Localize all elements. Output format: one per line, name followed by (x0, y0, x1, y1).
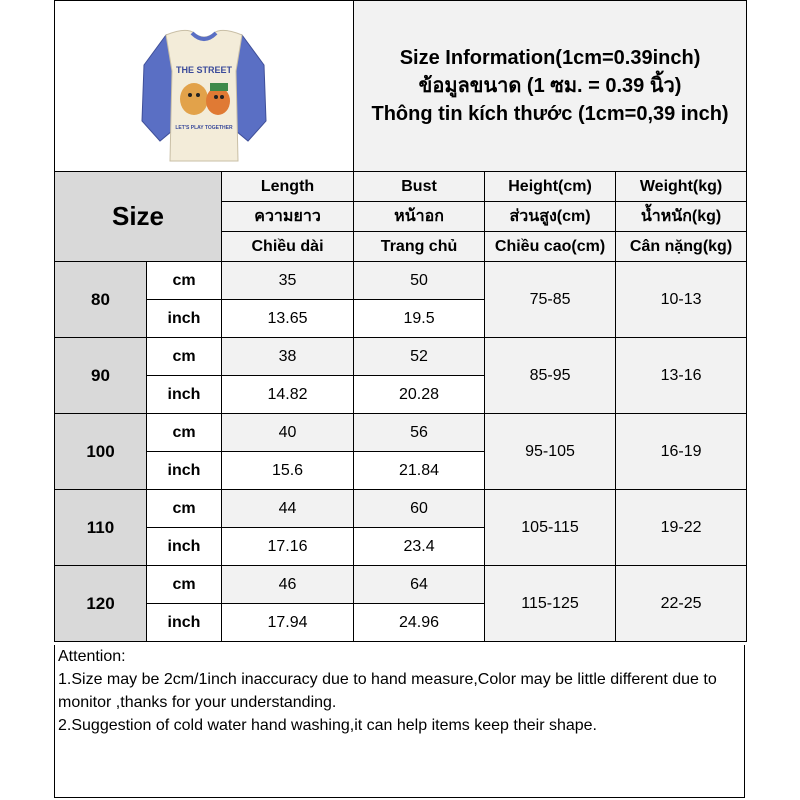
size-row-cm (55, 490, 747, 528)
bust-inch: 21.84 (354, 452, 485, 490)
header-line-th: ข้อมูลขนาด (1 ซม. = 0.39 นิ้ว) (418, 75, 682, 97)
col-bust-en: Bust (354, 172, 485, 202)
length-cm: 40 (222, 414, 354, 452)
weight-range: 19-22 (616, 490, 747, 566)
col-length-th: ความยาว (222, 202, 354, 232)
height-range: 115-125 (485, 566, 616, 642)
length-cm: 44 (222, 490, 354, 528)
height-range: 95-105 (485, 414, 616, 490)
weight-range: 22-25 (616, 566, 747, 642)
product-image-cell (55, 1, 354, 172)
length-inch: 17.94 (222, 604, 354, 642)
col-length-en: Length (222, 172, 354, 202)
bust-inch: 19.5 (354, 300, 485, 338)
height-range: 105-115 (485, 490, 616, 566)
notes-item-2: 2.Suggestion of cold water hand washing,it can help items keep their shape. (58, 717, 597, 734)
unit-inch: inch (147, 528, 222, 566)
length-inch: 15.6 (222, 452, 354, 490)
unit-inch: inch (147, 604, 222, 642)
size-row-cm (55, 566, 747, 604)
col-weight-th: น้ำหนัก(kg) (616, 202, 747, 232)
size-row-cm (55, 338, 747, 376)
length-inch: 14.82 (222, 376, 354, 414)
size-row-cm (55, 414, 747, 452)
unit-inch: inch (147, 300, 222, 338)
notes-item-1: 1.Size may be 2cm/1inch inaccuracy due to hand measure,Color may be little different due to monitor ,thanks for your understanding. (58, 671, 717, 711)
height-range: 85-95 (485, 338, 616, 414)
height-range: 75-85 (485, 262, 616, 338)
size-value: 120 (55, 566, 147, 642)
shirt-print-bottom: LET'S PLAY TOGETHER (175, 125, 233, 131)
bust-inch: 24.96 (354, 604, 485, 642)
size-value: 110 (55, 490, 147, 566)
unit-cm: cm (147, 338, 222, 376)
bust-cm: 52 (354, 338, 485, 376)
size-value: 90 (55, 338, 147, 414)
col-bust-vi: Trang chủ (354, 232, 485, 262)
notes-title: Attention: (58, 648, 126, 665)
length-cm: 38 (222, 338, 354, 376)
length-inch: 13.65 (222, 300, 354, 338)
shirt-print-top: THE STREET (176, 65, 233, 75)
size-chart-table (54, 0, 747, 642)
size-value: 100 (55, 414, 147, 490)
attention-notes (54, 645, 745, 798)
unit-inch: inch (147, 452, 222, 490)
length-cm: 46 (222, 566, 354, 604)
col-weight-en: Weight(kg) (616, 172, 747, 202)
col-height-th: ส่วนสูง(cm) (485, 202, 616, 232)
size-label: Size (55, 172, 222, 262)
unit-cm: cm (147, 414, 222, 452)
bust-cm: 64 (354, 566, 485, 604)
col-length-vi: Chiều dài (222, 232, 354, 262)
col-height-en: Height(cm) (485, 172, 616, 202)
weight-range: 16-19 (616, 414, 747, 490)
length-inch: 17.16 (222, 528, 354, 566)
bust-inch: 23.4 (354, 528, 485, 566)
unit-cm: cm (147, 566, 222, 604)
size-row-cm (55, 262, 747, 300)
weight-range: 13-16 (616, 338, 747, 414)
col-height-vi: Chiều cao(cm) (485, 232, 616, 262)
unit-inch: inch (147, 376, 222, 414)
col-weight-vi: Cân nặng(kg) (616, 232, 747, 262)
unit-cm: cm (147, 262, 222, 300)
header-line-en: Size Information(1cm=0.39inch) (399, 47, 701, 69)
col-bust-th: หน้าอก (354, 202, 485, 232)
weight-range: 10-13 (616, 262, 747, 338)
bust-inch: 20.28 (354, 376, 485, 414)
bust-cm: 60 (354, 490, 485, 528)
length-cm: 35 (222, 262, 354, 300)
unit-cm: cm (147, 490, 222, 528)
bust-cm: 50 (354, 262, 485, 300)
size-value: 80 (55, 262, 147, 338)
bust-cm: 56 (354, 414, 485, 452)
size-info-header (354, 1, 747, 172)
header-line-vi: Thông tin kích thước (1cm=0,39 inch) (371, 103, 729, 125)
kids-tshirt-image (136, 21, 272, 165)
